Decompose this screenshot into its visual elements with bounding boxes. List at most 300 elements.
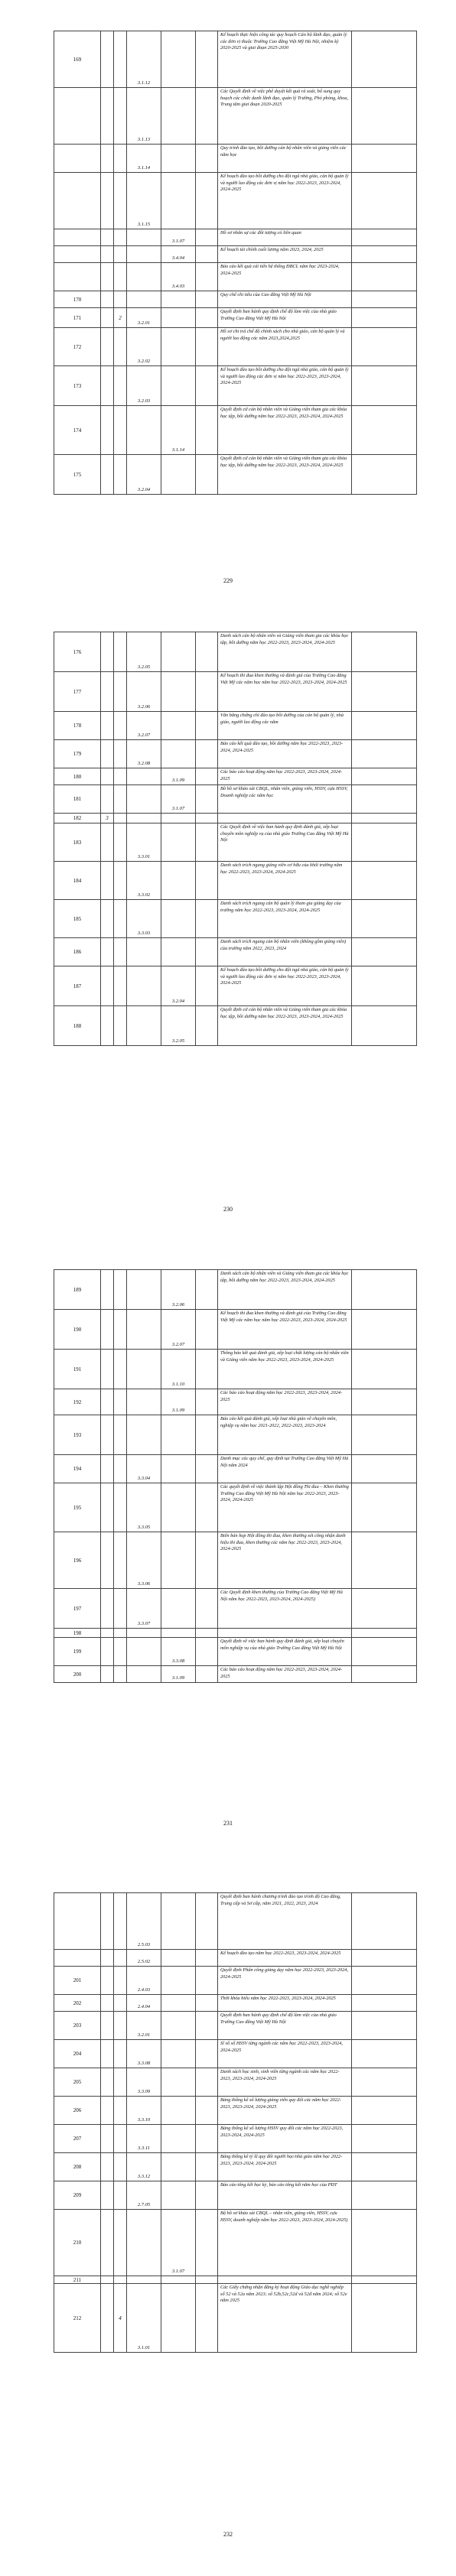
notes-cell bbox=[352, 455, 417, 495]
notes-cell bbox=[352, 173, 417, 229]
blank-cell bbox=[196, 291, 218, 308]
evidence-code-cell bbox=[127, 1415, 161, 1455]
evidence-title-cell: Sĩ số số HSSV từng ngành các năm học 2022-2023, 2023-2024, 2024-2025 bbox=[218, 2040, 352, 2068]
evidence-title-cell: Hồ sơ nhân sự các đối tượng có liên quan bbox=[218, 229, 352, 246]
notes-cell bbox=[352, 263, 417, 291]
evidence-title-cell: Các Quyết định về việc ban hành quy định đánh giá, xếp loại chuyên môn nghiệp vụ của nhà giáo Trường Cao đẳng Việt Mỹ Hà Nội bbox=[218, 823, 352, 862]
evidence-title-cell: Các Quyết định về việc phê duyệt kết quả rà soát, bổ sung quy hoạch các chức danh lãnh đạo, quản lý Trường, Phó phòng, khoa, Trung tâm giai đoạn 2020-2025 bbox=[218, 88, 352, 145]
page-number: 231 bbox=[223, 1820, 233, 1827]
row-number-cell bbox=[54, 1893, 101, 1950]
criterion-level-cell bbox=[101, 2210, 114, 2276]
blank-cell bbox=[196, 966, 218, 1006]
table-row bbox=[54, 712, 417, 740]
table-row bbox=[54, 2181, 417, 2210]
standard-level-cell bbox=[114, 406, 127, 455]
evidence-title-cell: Kế hoạch đào tạo bồi dưỡng cho đội ngũ nhà giáo, cán bộ quản lý và người lao động các đơn vị năm học 2022-2023, 2023-2024, 2024-2025 bbox=[218, 173, 352, 229]
evidence-title-cell: Kế hoạch đào tạo năm học 2022-2023, 2023-2024, 2024-2025 bbox=[218, 1950, 352, 1967]
evidence-title-cell: Bảng thống kê số lượng HSSV quy đổi các năm học 2022-2023, 2023-2024, 2024-2025 bbox=[218, 2125, 352, 2153]
blank-cell bbox=[196, 145, 218, 173]
criterion-level-cell bbox=[101, 938, 114, 966]
criterion-level-cell bbox=[101, 2097, 114, 2125]
evidence-table bbox=[54, 632, 417, 1046]
blank-cell bbox=[196, 2040, 218, 2068]
row-number-cell: 193 bbox=[54, 1415, 101, 1455]
row-number-cell: 176 bbox=[54, 632, 101, 672]
table-row bbox=[54, 862, 417, 900]
evidence-code-cell: 3.3.09 bbox=[127, 2068, 161, 2097]
table-row bbox=[54, 173, 417, 229]
notes-cell bbox=[352, 1270, 417, 1310]
blank-cell bbox=[196, 740, 218, 768]
blank-cell bbox=[196, 1270, 218, 1310]
standard-level-cell bbox=[114, 291, 127, 308]
table-row bbox=[54, 31, 417, 88]
evidence-code-cell bbox=[127, 966, 161, 1006]
evidence-table-sheet bbox=[54, 1892, 406, 2353]
shared-evidence-code-cell: 3.1.09 bbox=[161, 768, 196, 785]
blank-cell bbox=[196, 1532, 218, 1589]
standard-level-cell bbox=[114, 1270, 127, 1310]
standard-level-cell bbox=[114, 1415, 127, 1455]
evidence-code-cell: 3.3.04 bbox=[127, 1455, 161, 1483]
criterion-level-cell bbox=[101, 2068, 114, 2097]
table-row bbox=[54, 1310, 417, 1350]
notes-cell bbox=[352, 1638, 417, 1666]
row-number-cell: 197 bbox=[54, 1589, 101, 1629]
standard-level-cell bbox=[114, 246, 127, 263]
criterion-level-cell bbox=[101, 1532, 114, 1589]
blank-cell bbox=[196, 938, 218, 966]
blank-cell bbox=[196, 2097, 218, 2125]
evidence-title-cell: Danh sách cán bộ nhân viên và Giảng viên tham gia các khóa học tập, bồi dưỡng năm học 2022-2023, 2023-2024, 2024-2025 bbox=[218, 632, 352, 672]
row-number-cell: 184 bbox=[54, 862, 101, 900]
evidence-title-cell bbox=[218, 1629, 352, 1638]
notes-cell bbox=[352, 145, 417, 173]
notes-cell bbox=[352, 1455, 417, 1483]
shared-evidence-code-cell bbox=[161, 2125, 196, 2153]
criterion-level-cell bbox=[101, 2181, 114, 2210]
evidence-code-cell bbox=[127, 2210, 161, 2276]
row-number-cell: 208 bbox=[54, 2153, 101, 2181]
blank-cell bbox=[196, 1589, 218, 1629]
table-row bbox=[54, 938, 417, 966]
notes-cell bbox=[352, 1350, 417, 1389]
table-row bbox=[54, 1350, 417, 1389]
evidence-title-cell: Biên bản họp Hội đồng thi đua, khen thưởng xét công nhận danh hiệu thi đua, khen thưởng các năm học 2022-2023, 2023-2024, 2024-2025 bbox=[218, 1532, 352, 1589]
criterion-level-cell bbox=[101, 406, 114, 455]
evidence-code-cell bbox=[127, 406, 161, 455]
evidence-code-cell: 3.2.02 bbox=[127, 328, 161, 366]
shared-evidence-code-cell bbox=[161, 2181, 196, 2210]
shared-evidence-code-cell bbox=[161, 328, 196, 366]
evidence-table-sheet bbox=[54, 632, 406, 1046]
page-number: 232 bbox=[223, 2531, 233, 2538]
row-number-cell: 203 bbox=[54, 2012, 101, 2040]
row-number-cell bbox=[54, 1950, 101, 1967]
standard-level-cell bbox=[114, 2068, 127, 2097]
standard-level-cell bbox=[114, 2125, 127, 2153]
evidence-title-cell: Văn bằng chứng chỉ đào tạo bồi dưỡng của cán bộ quản lý, nhà giáo, người lao động các năm bbox=[218, 712, 352, 740]
table-row bbox=[54, 1589, 417, 1629]
table-row bbox=[54, 1995, 417, 2012]
row-number-cell: 173 bbox=[54, 366, 101, 406]
evidence-title-cell: Báo cáo kết quả đào tạo, bồi dưỡng năm học 2022-2023, 2023-2024, 2024-2025 bbox=[218, 740, 352, 768]
evidence-code-cell bbox=[127, 2276, 161, 2284]
evidence-title-cell: Các báo cáo hoạt động năm học 2022-2023, 2023-2024, 2024-2025 bbox=[218, 1389, 352, 1415]
standard-level-cell bbox=[114, 1638, 127, 1666]
blank-cell bbox=[196, 2153, 218, 2181]
notes-cell bbox=[352, 1893, 417, 1950]
evidence-table bbox=[54, 31, 417, 495]
evidence-code-cell: 3.2.01 bbox=[127, 308, 161, 328]
criterion-level-cell bbox=[101, 308, 114, 328]
standard-level-cell bbox=[114, 1310, 127, 1350]
row-number-cell: 183 bbox=[54, 823, 101, 862]
shared-evidence-code-cell: 3.2.06 bbox=[161, 1270, 196, 1310]
evidence-title-cell: Các quyết định về việc thành lập Hội đồng Thi đua – Khen thưởng Trường Cao đẳng Việt Mỹ Hà Nội năm học 2022-2023, 2023-2024, 2024-2025 bbox=[218, 1483, 352, 1532]
table-row bbox=[54, 823, 417, 862]
row-number-cell: 212 bbox=[54, 2284, 101, 2353]
table-row bbox=[54, 1532, 417, 1589]
notes-cell bbox=[352, 366, 417, 406]
blank-cell bbox=[196, 88, 218, 145]
criterion-level-cell bbox=[101, 672, 114, 712]
table-row bbox=[54, 1629, 417, 1638]
row-number-cell: 177 bbox=[54, 672, 101, 712]
criterion-level-cell bbox=[101, 1483, 114, 1532]
row-number-cell: 191 bbox=[54, 1350, 101, 1389]
criterion-level-cell bbox=[101, 1350, 114, 1389]
criterion-level-cell bbox=[101, 1455, 114, 1483]
table-row bbox=[54, 1455, 417, 1483]
evidence-title-cell: Quyết định ban hành quy định chế độ làm việc của nhà giáo Trường Cao đẳng Việt Mỹ Hà Nội bbox=[218, 308, 352, 328]
table-row bbox=[54, 1270, 417, 1310]
blank-cell bbox=[196, 308, 218, 328]
shared-evidence-code-cell bbox=[161, 1415, 196, 1455]
criterion-level-cell bbox=[101, 366, 114, 406]
evidence-code-cell: 3.2.01 bbox=[127, 2012, 161, 2040]
criterion-level-cell bbox=[101, 455, 114, 495]
shared-evidence-code-cell bbox=[161, 455, 196, 495]
blank-cell bbox=[196, 1483, 218, 1532]
standard-level-cell bbox=[114, 2153, 127, 2181]
notes-cell bbox=[352, 2097, 417, 2125]
notes-cell bbox=[352, 712, 417, 740]
standard-level-cell bbox=[114, 263, 127, 291]
standard-level-cell bbox=[114, 366, 127, 406]
row-number-cell: 179 bbox=[54, 740, 101, 768]
notes-cell bbox=[352, 2181, 417, 2210]
standard-level-cell bbox=[114, 1666, 127, 1683]
table-row bbox=[54, 2040, 417, 2068]
criterion-level-cell bbox=[101, 1310, 114, 1350]
criterion-level-cell bbox=[101, 1006, 114, 1046]
shared-evidence-code-cell bbox=[161, 712, 196, 740]
standard-level-cell bbox=[114, 672, 127, 712]
evidence-title-cell: Kế hoạch thi đua khen thưởng và đánh giá của Trường Cao đẳng Việt Mỹ các năm học năm học 2022-2023, 2023-2024, 2024-2025 bbox=[218, 672, 352, 712]
blank-cell bbox=[196, 2012, 218, 2040]
blank-cell bbox=[196, 1893, 218, 1950]
page-number: 229 bbox=[223, 577, 233, 584]
standard-level-cell bbox=[114, 862, 127, 900]
blank-cell bbox=[196, 173, 218, 229]
shared-evidence-code-cell: 3.1.09 bbox=[161, 1389, 196, 1415]
evidence-title-cell bbox=[218, 814, 352, 823]
standard-level-cell bbox=[114, 1483, 127, 1532]
shared-evidence-code-cell bbox=[161, 2040, 196, 2068]
table-row bbox=[54, 2068, 417, 2097]
evidence-code-cell: 2.7.05 bbox=[127, 2181, 161, 2210]
evidence-title-cell: Quyết định ban hành quy định chế độ làm việc của nhà giáo Trường Cao đẳng Việt Mỹ Hà Nội bbox=[218, 2012, 352, 2040]
criterion-level-cell bbox=[101, 1415, 114, 1455]
standard-level-cell bbox=[114, 328, 127, 366]
evidence-title-cell: Danh mục các quy chế, quy định tại Trường Cao đẳng Việt Mỹ Hà Nội năm 2024 bbox=[218, 1455, 352, 1483]
shared-evidence-code-cell bbox=[161, 900, 196, 938]
notes-cell bbox=[352, 31, 417, 88]
evidence-title-cell: Báo cáo tổng kết học kỳ, báo cáo tổng kết năm học của PĐT bbox=[218, 2181, 352, 2210]
evidence-code-cell bbox=[127, 1006, 161, 1046]
blank-cell bbox=[196, 1455, 218, 1483]
blank-cell bbox=[196, 2210, 218, 2276]
evidence-title-cell: Bộ hồ sơ khảo sát CBQL – nhân viên, giảng viên, HSSV, cựu HSSV, doanh nghiệp năm học 2022-2023, 2023-2024, 2024-2025) bbox=[218, 2210, 352, 2276]
notes-cell bbox=[352, 632, 417, 672]
blank-cell bbox=[196, 229, 218, 246]
shared-evidence-code-cell bbox=[161, 1967, 196, 1995]
standard-level-cell bbox=[114, 938, 127, 966]
row-number-cell: 202 bbox=[54, 1995, 101, 2012]
criterion-level-cell bbox=[101, 1589, 114, 1629]
blank-cell bbox=[196, 1629, 218, 1638]
notes-cell bbox=[352, 2125, 417, 2153]
row-number-cell: 199 bbox=[54, 1638, 101, 1666]
notes-cell bbox=[352, 88, 417, 145]
standard-level-cell bbox=[114, 88, 127, 145]
shared-evidence-code-cell: 3.3.08 bbox=[161, 1638, 196, 1666]
table-row bbox=[54, 2153, 417, 2181]
blank-cell bbox=[196, 768, 218, 785]
criterion-level-cell bbox=[101, 712, 114, 740]
evidence-code-cell: 3.2.04 bbox=[127, 455, 161, 495]
criterion-level-cell bbox=[101, 1638, 114, 1666]
evidence-code-cell: 3.3.10 bbox=[127, 2097, 161, 2125]
evidence-code-cell: 3.3.02 bbox=[127, 862, 161, 900]
shared-evidence-code-cell bbox=[161, 1893, 196, 1950]
evidence-title-cell: Quyết định Phân công giảng dạy năm học 2022-2023, 2023-2024, 2024-2025 bbox=[218, 1967, 352, 1995]
criterion-level-cell bbox=[101, 263, 114, 291]
table-row bbox=[54, 246, 417, 263]
evidence-code-cell: 2.4.04 bbox=[127, 1995, 161, 2012]
shared-evidence-code-cell bbox=[161, 2012, 196, 2040]
evidence-title-cell: Bảng thống kê số lượng giảng viên quy đổi các năm học 2022-2023, 2023-2024, 2024-2025 bbox=[218, 2097, 352, 2125]
table-row bbox=[54, 900, 417, 938]
evidence-title-cell: Quyết định cử cán bộ nhân viên và Giảng viên tham gia các khóa học tập, bồi dưỡng năm học 2022-2023, 2023-2024, 2024-2025 bbox=[218, 406, 352, 455]
standard-level-cell bbox=[114, 31, 127, 88]
standard-level-cell bbox=[114, 1455, 127, 1483]
table-row bbox=[54, 145, 417, 173]
notes-cell bbox=[352, 823, 417, 862]
criterion-level-cell bbox=[101, 823, 114, 862]
row-number-cell: 171 bbox=[54, 308, 101, 328]
standard-level-cell bbox=[114, 712, 127, 740]
evidence-code-cell bbox=[127, 246, 161, 263]
evidence-code-cell: 3.1.14 bbox=[127, 145, 161, 173]
table-row bbox=[54, 2276, 417, 2284]
evidence-title-cell: Kế hoạch thi đua khen thưởng và đánh giá của Trường Cao đẳng Việt Mỹ các năm học năm học 2022-2023, 2023-2024, 2024-2025 bbox=[218, 1310, 352, 1350]
row-number-cell: 175 bbox=[54, 455, 101, 495]
evidence-title-cell: Kế hoạch đào tạo bồi dưỡng cho đội ngũ nhà giáo, cán bộ quản lý và người lao động các đơn vị năm học 2022-2023, 2023-2024, 2024-2025 bbox=[218, 966, 352, 1006]
notes-cell bbox=[352, 2068, 417, 2097]
notes-cell bbox=[352, 938, 417, 966]
notes-cell bbox=[352, 1589, 417, 1629]
blank-cell bbox=[196, 406, 218, 455]
standard-level-cell bbox=[114, 1389, 127, 1415]
notes-cell bbox=[352, 966, 417, 1006]
criterion-level-cell bbox=[101, 1950, 114, 1967]
evidence-title-cell: Hồ sơ chi trả chế độ chính sách cho nhà giáo, cán bộ quản lý và người lao động các năm 2023,2024,2025 bbox=[218, 328, 352, 366]
table-row bbox=[54, 1483, 417, 1532]
evidence-title-cell: Danh sách học sinh, sinh viên từng ngành các năm học 2022-2023, 2023-2024, 2024-2025 bbox=[218, 2068, 352, 2097]
criterion-level-cell bbox=[101, 1389, 114, 1415]
shared-evidence-code-cell bbox=[161, 2068, 196, 2097]
criterion-level-cell bbox=[101, 88, 114, 145]
table-row bbox=[54, 2097, 417, 2125]
table-row bbox=[54, 328, 417, 366]
shared-evidence-code-cell bbox=[161, 1950, 196, 1967]
evidence-title-cell: Quyết định cử cán bộ nhân viên và Giảng viên tham gia các khóa học tập, bồi dưỡng năm học 2022-2023, 2023-2024, 2024-2025 bbox=[218, 455, 352, 495]
row-number-cell: 180 bbox=[54, 768, 101, 785]
shared-evidence-code-cell bbox=[161, 632, 196, 672]
row-number-cell: 204 bbox=[54, 2040, 101, 2068]
evidence-title-cell: Quy trình đào tạo, bồi dưỡng cán bộ nhân viên và giảng viên các năm học bbox=[218, 145, 352, 173]
blank-cell bbox=[196, 1638, 218, 1666]
table-row bbox=[54, 2125, 417, 2153]
standard-level-cell bbox=[114, 1950, 127, 1967]
notes-cell bbox=[352, 2153, 417, 2181]
evidence-code-cell: 3.2.07 bbox=[127, 712, 161, 740]
shared-evidence-code-cell bbox=[161, 145, 196, 173]
row-number-cell: 195 bbox=[54, 1483, 101, 1532]
page-number: 230 bbox=[223, 1206, 233, 1213]
criterion-level-cell bbox=[101, 1270, 114, 1310]
row-number-cell: 209 bbox=[54, 2181, 101, 2210]
notes-cell bbox=[352, 740, 417, 768]
shared-evidence-code-cell bbox=[161, 1532, 196, 1589]
standard-level-cell: 4 bbox=[114, 2284, 127, 2353]
notes-cell bbox=[352, 308, 417, 328]
evidence-code-cell bbox=[127, 814, 161, 823]
shared-evidence-code-cell: 3.1.14 bbox=[161, 406, 196, 455]
row-number-cell: 185 bbox=[54, 900, 101, 938]
blank-cell bbox=[196, 712, 218, 740]
row-number-cell: 211 bbox=[54, 2276, 101, 2284]
table-row bbox=[54, 1893, 417, 1950]
blank-cell bbox=[196, 1006, 218, 1046]
blank-cell bbox=[196, 823, 218, 862]
standard-level-cell bbox=[114, 1350, 127, 1389]
shared-evidence-code-cell: 3.4.03 bbox=[161, 263, 196, 291]
criterion-level-cell bbox=[101, 1666, 114, 1683]
row-number-cell: 186 bbox=[54, 938, 101, 966]
standard-level-cell bbox=[114, 2276, 127, 2284]
evidence-title-cell: Danh sách trích ngang cán bộ nhân viên (không gồm giảng viên) của trường năm 2022, 2023, 2024 bbox=[218, 938, 352, 966]
notes-cell bbox=[352, 2276, 417, 2284]
blank-cell bbox=[196, 1666, 218, 1683]
criterion-level-cell bbox=[101, 2276, 114, 2284]
criterion-level-cell bbox=[101, 31, 114, 88]
evidence-title-cell: Quyết định cử cán bộ nhân viên và Giảng viên tham gia các khóa học tập, bồi dưỡng năm học 2022-2023, 2023-2024, 2024-2025 bbox=[218, 1006, 352, 1046]
shared-evidence-code-cell bbox=[161, 31, 196, 88]
row-number-cell bbox=[54, 229, 101, 246]
criterion-level-cell bbox=[101, 246, 114, 263]
table-row bbox=[54, 1967, 417, 1995]
criterion-level-cell bbox=[101, 1629, 114, 1638]
criterion-level-cell bbox=[101, 2153, 114, 2181]
criterion-level-cell bbox=[101, 1995, 114, 2012]
evidence-code-cell: 3.2.03 bbox=[127, 366, 161, 406]
row-number-cell: 198 bbox=[54, 1629, 101, 1638]
shared-evidence-code-cell: 3.2.07 bbox=[161, 1310, 196, 1350]
shared-evidence-code-cell bbox=[161, 1483, 196, 1532]
shared-evidence-code-cell bbox=[161, 2097, 196, 2125]
shared-evidence-code-cell bbox=[161, 1995, 196, 2012]
row-number-cell: 210 bbox=[54, 2210, 101, 2276]
evidence-title-cell: Báo cáo kết quả cải tiến hệ thống ĐBCL năm học 2023-2024, 2024-2025 bbox=[218, 263, 352, 291]
shared-evidence-code-cell: 3.1.09 bbox=[161, 1666, 196, 1683]
row-number-cell: 181 bbox=[54, 785, 101, 814]
evidence-title-cell: Báo cáo kết quả đánh giá, xếp loại nhà giáo về chuyên môn, nghiệp vụ năm học 2021-2022, 2022-2023, 2023-2024 bbox=[218, 1415, 352, 1455]
notes-cell bbox=[352, 814, 417, 823]
evidence-code-cell bbox=[127, 1350, 161, 1389]
criterion-level-cell bbox=[101, 1893, 114, 1950]
notes-cell bbox=[352, 2284, 417, 2353]
evidence-title-cell: Danh sách trích ngang cán bộ quản lý tham gia giảng dạy của trường năm học 2022-2023, 2023-2024, 2024-2025 bbox=[218, 900, 352, 938]
evidence-title-cell: Thông báo kết quả đánh giá, xếp loại chất lượng cán bộ nhân viên và Giảng viên năm học 2022-2023, 2023-2024, 2024-2025 bbox=[218, 1350, 352, 1389]
table-row bbox=[54, 966, 417, 1006]
evidence-code-cell bbox=[127, 938, 161, 966]
shared-evidence-code-cell bbox=[161, 2284, 196, 2353]
notes-cell bbox=[352, 1967, 417, 1995]
evidence-title-cell: Các báo cáo hoạt động năm học 2022-2023, 2023-2024, 2024-2025 bbox=[218, 1666, 352, 1683]
standard-level-cell bbox=[114, 2040, 127, 2068]
table-row bbox=[54, 1666, 417, 1683]
table-row bbox=[54, 1415, 417, 1455]
row-number-cell bbox=[54, 173, 101, 229]
blank-cell bbox=[196, 2068, 218, 2097]
shared-evidence-code-cell bbox=[161, 2276, 196, 2284]
notes-cell bbox=[352, 1532, 417, 1589]
evidence-title-cell: Kế hoạch thực hiện công tác quy hoạch Cán bộ lãnh đạo, quản lý các đơn vị thuộc Trường Cao đẳng Việt Mỹ Hà Nội, nhiệm kỳ 2020-2025 và giai đoạn 2025-2030 bbox=[218, 31, 352, 88]
criterion-level-cell bbox=[101, 966, 114, 1006]
table-row bbox=[54, 814, 417, 823]
notes-cell bbox=[352, 291, 417, 308]
criterion-level-cell bbox=[101, 768, 114, 785]
evidence-title-cell: Các Quyết định khen thưởng của Trường Cao đẳng Việt Mỹ Hà Nội năm học 2022-2023, 2023-2024, 2024-2025) bbox=[218, 1589, 352, 1629]
notes-cell bbox=[352, 768, 417, 785]
row-number-cell: 170 bbox=[54, 291, 101, 308]
notes-cell bbox=[352, 1629, 417, 1638]
notes-cell bbox=[352, 1006, 417, 1046]
row-number-cell: 178 bbox=[54, 712, 101, 740]
standard-level-cell bbox=[114, 2181, 127, 2210]
standard-level-cell bbox=[114, 145, 127, 173]
notes-cell bbox=[352, 1389, 417, 1415]
shared-evidence-code-cell: 3.1.07 bbox=[161, 2210, 196, 2276]
evidence-code-cell bbox=[127, 263, 161, 291]
shared-evidence-code-cell bbox=[161, 308, 196, 328]
notes-cell bbox=[352, 1415, 417, 1455]
evidence-title-cell: Quy chế chi tiêu của Cao đẳng Việt Mỹ Hà Nội bbox=[218, 291, 352, 308]
blank-cell bbox=[196, 1950, 218, 1967]
